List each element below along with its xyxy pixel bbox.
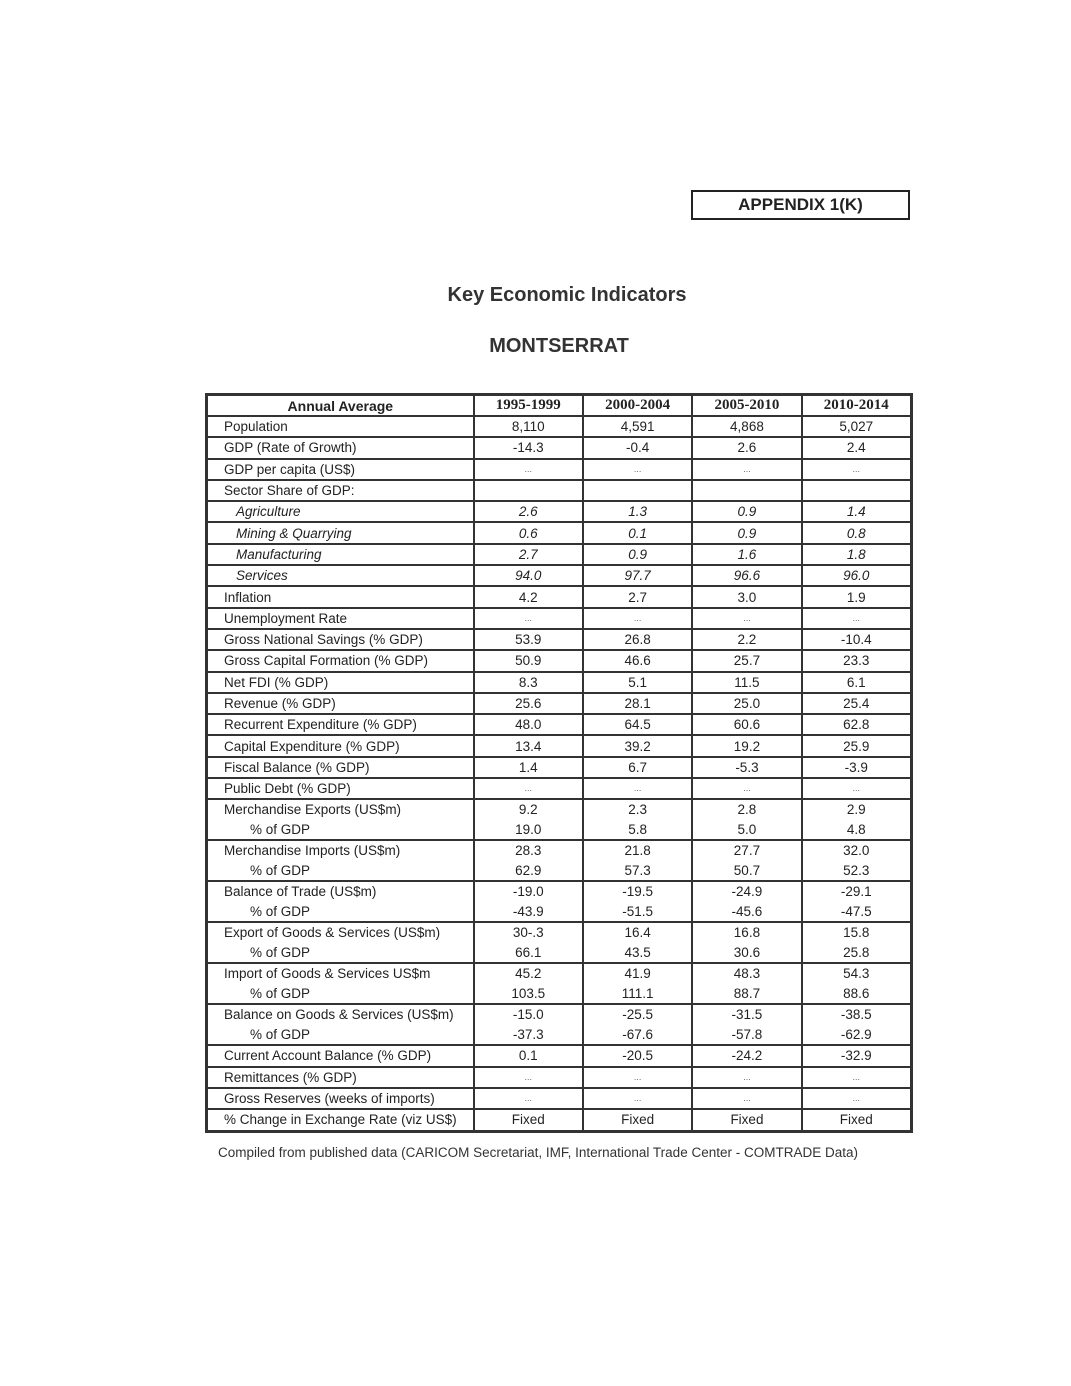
percent-value: 25.8 — [843, 944, 870, 960]
value-cell: 60.6 — [692, 714, 801, 735]
value-cell: ... — [583, 1088, 692, 1109]
value-cell: -3.9 — [802, 757, 912, 778]
row-label: Services — [207, 565, 474, 586]
value-cell: 1.4 — [474, 757, 583, 778]
value: 16.8 — [733, 925, 761, 941]
value-cell: 1.4 — [802, 501, 912, 522]
value-cell: 1.6 — [692, 544, 801, 565]
row-label-main: Export of Goods & Services (US$m) — [224, 925, 441, 941]
value-cell: ... — [802, 459, 912, 480]
value-cell — [474, 922, 583, 963]
value: 9.2 — [518, 802, 538, 818]
row-label: Population — [207, 416, 474, 437]
value-cell: 28.1 — [583, 693, 692, 714]
row-label — [207, 963, 474, 1004]
value: 48.3 — [733, 966, 761, 982]
value: 27.7 — [733, 843, 761, 859]
appendix-label: APPENDIX 1(K) — [691, 190, 910, 220]
value-cell: 2.4 — [802, 437, 912, 458]
row-label: Capital Expenditure (% GDP) — [207, 735, 474, 756]
table-row — [207, 922, 912, 963]
value-cell: 2.7 — [583, 586, 692, 607]
value: 41.9 — [624, 966, 651, 982]
column-header: 2005-2010 — [692, 395, 801, 417]
row-label: Agriculture — [207, 501, 474, 522]
table-row — [207, 881, 912, 922]
row-label: Gross Reserves (weeks of imports) — [207, 1088, 474, 1109]
value-cell — [802, 922, 912, 963]
value: -38.5 — [840, 1007, 872, 1023]
value-cell — [692, 963, 801, 1004]
row-label: Gross National Savings (% GDP) — [207, 629, 474, 650]
value-cell: ... — [802, 1088, 912, 1109]
percent-value: -47.5 — [840, 903, 872, 919]
value-cell: Fixed — [474, 1109, 583, 1131]
document-title: Key Economic Indicators — [447, 284, 687, 306]
value-cell — [692, 799, 801, 840]
table-row — [207, 693, 912, 714]
value: 2.9 — [846, 802, 866, 818]
value-cell: 13.4 — [474, 735, 583, 756]
value-cell: 1.9 — [802, 586, 912, 607]
value: 30-.3 — [512, 925, 544, 941]
percent-value: 66.1 — [515, 944, 542, 960]
column-header: 2000-2004 — [583, 395, 692, 417]
value-cell: -14.3 — [474, 437, 583, 458]
value-cell — [474, 1004, 583, 1045]
percent-value: -57.8 — [731, 1026, 763, 1042]
row-label — [207, 840, 474, 881]
value-cell: ... — [474, 1067, 583, 1088]
value-cell — [583, 1004, 692, 1045]
value-cell: ... — [692, 1067, 801, 1088]
value-cell: ... — [583, 459, 692, 480]
value-cell: -0.4 — [583, 437, 692, 458]
value-cell: ... — [692, 778, 801, 799]
value-cell: ... — [474, 459, 583, 480]
value-cell: Fixed — [583, 1109, 692, 1131]
value-cell: 39.2 — [583, 735, 692, 756]
table-header-row — [207, 395, 912, 417]
row-label: Fiscal Balance (% GDP) — [207, 757, 474, 778]
value: 21.8 — [624, 843, 651, 859]
percent-value: 88.6 — [843, 985, 870, 1001]
table-row — [207, 650, 912, 671]
value-cell: 0.8 — [802, 522, 912, 543]
value-cell: 64.5 — [583, 714, 692, 735]
value-cell: 11.5 — [692, 672, 801, 693]
table-row — [207, 1067, 912, 1088]
percent-value: -62.9 — [840, 1026, 872, 1042]
row-label — [207, 799, 474, 840]
value-cell — [583, 922, 692, 963]
value-cell: 25.4 — [802, 693, 912, 714]
row-label — [207, 881, 474, 922]
percent-value: -51.5 — [622, 903, 653, 919]
value-cell: 96.0 — [802, 565, 912, 586]
value-cell: 25.0 — [692, 693, 801, 714]
value-cell: -20.5 — [583, 1045, 692, 1066]
value: -24.9 — [731, 884, 763, 900]
row-label: Net FDI (% GDP) — [207, 672, 474, 693]
row-label: GDP per capita (US$) — [207, 459, 474, 480]
row-label: Public Debt (% GDP) — [207, 778, 474, 799]
value-cell: -5.3 — [692, 757, 801, 778]
table-row — [207, 480, 912, 501]
row-label: Unemployment Rate — [207, 608, 474, 629]
percent-value: 52.3 — [843, 862, 870, 878]
source-note: Compiled from published data (CARICOM Secretariat, IMF, International Trade Center - COMTRADE Data) — [218, 1145, 858, 1160]
value-cell — [802, 881, 912, 922]
table-row — [207, 1004, 912, 1045]
value-cell: 0.9 — [583, 544, 692, 565]
percent-value: 88.7 — [733, 985, 761, 1001]
table-row — [207, 757, 912, 778]
row-label: % Change in Exchange Rate (viz US$) — [207, 1109, 474, 1131]
value: 2.8 — [737, 802, 757, 818]
percent-value: 111.1 — [621, 985, 654, 1001]
value-cell: 0.9 — [692, 501, 801, 522]
value-cell: 19.2 — [692, 735, 801, 756]
value-cell — [474, 799, 583, 840]
percent-value: 57.3 — [624, 862, 651, 878]
value-cell: ... — [802, 608, 912, 629]
row-label: Gross Capital Formation (% GDP) — [207, 650, 474, 671]
value-cell: Fixed — [802, 1109, 912, 1131]
value-cell: 25.6 — [474, 693, 583, 714]
value-cell: ... — [474, 1088, 583, 1109]
value-cell: ... — [802, 778, 912, 799]
column-header: 1995-1999 — [474, 395, 583, 417]
value-cell — [802, 963, 912, 1004]
value: -19.0 — [512, 884, 544, 900]
percent-value: 30.6 — [733, 944, 761, 960]
value-cell: 48.0 — [474, 714, 583, 735]
row-sublabel: % of GDP — [250, 944, 311, 960]
value: -19.5 — [622, 884, 653, 900]
table-row — [207, 459, 912, 480]
percent-value: 5.0 — [737, 821, 757, 837]
value-cell: 2.7 — [474, 544, 583, 565]
value-cell: 0.6 — [474, 522, 583, 543]
row-label-main: Balance on Goods & Services (US$m) — [224, 1007, 454, 1023]
row-label: Sector Share of GDP: — [207, 480, 474, 501]
value-cell: 97.7 — [583, 565, 692, 586]
value-cell: 25.9 — [802, 735, 912, 756]
value: 15.8 — [843, 925, 870, 941]
percent-value: 103.5 — [511, 985, 546, 1001]
table-row — [207, 544, 912, 565]
value-cell — [583, 799, 692, 840]
percent-value: -67.6 — [622, 1026, 653, 1042]
table-row — [207, 1109, 912, 1131]
value-cell: Fixed — [692, 1109, 801, 1131]
value-cell: -32.9 — [802, 1045, 912, 1066]
table-row — [207, 608, 912, 629]
value-cell: ... — [692, 1088, 801, 1109]
percent-value: -43.9 — [512, 903, 544, 919]
value: -29.1 — [840, 884, 872, 900]
percent-value: 19.0 — [515, 821, 542, 837]
value-cell: 6.7 — [583, 757, 692, 778]
percent-value: 50.7 — [733, 862, 761, 878]
value-cell: 4,591 — [583, 416, 692, 437]
table-row — [207, 522, 912, 543]
percent-value: 5.8 — [628, 821, 647, 837]
row-sublabel: % of GDP — [250, 903, 311, 919]
row-label — [207, 922, 474, 963]
value-cell: 26.8 — [583, 629, 692, 650]
value-cell: 5.1 — [583, 672, 692, 693]
row-label: GDP (Rate of Growth) — [207, 437, 474, 458]
row-label: Inflation — [207, 586, 474, 607]
row-sublabel: % of GDP — [250, 985, 311, 1001]
value-cell — [583, 963, 692, 1004]
value-cell: 3.0 — [692, 586, 801, 607]
table-row — [207, 437, 912, 458]
value-cell — [802, 840, 912, 881]
value-cell: ... — [802, 1067, 912, 1088]
value-cell: ... — [583, 778, 692, 799]
value: -15.0 — [512, 1007, 544, 1023]
value-cell: 2.2 — [692, 629, 801, 650]
value-cell: 2.6 — [692, 437, 801, 458]
value-cell — [802, 1004, 912, 1045]
row-sublabel: % of GDP — [250, 1026, 311, 1042]
value-cell: ... — [583, 1067, 692, 1088]
percent-value: 62.9 — [515, 862, 542, 878]
table-row — [207, 416, 912, 437]
value-cell: 50.9 — [474, 650, 583, 671]
row-label-main: Import of Goods & Services US$m — [224, 966, 431, 982]
table-row — [207, 778, 912, 799]
column-header: Annual Average — [207, 395, 474, 417]
value-cell: 62.8 — [802, 714, 912, 735]
value: 32.0 — [843, 843, 870, 859]
value-cell — [802, 799, 912, 840]
row-label-main: Merchandise Imports (US$m) — [224, 843, 401, 859]
table-row — [207, 586, 912, 607]
value-cell: 0.1 — [474, 1045, 583, 1066]
value-cell: 94.0 — [474, 565, 583, 586]
table-row — [207, 714, 912, 735]
country-heading: MONTSERRAT — [489, 335, 629, 357]
value-cell: -10.4 — [802, 629, 912, 650]
row-sublabel: % of GDP — [250, 821, 311, 837]
value-cell: 1.3 — [583, 501, 692, 522]
percent-value: 43.5 — [624, 944, 651, 960]
value: -25.5 — [622, 1007, 653, 1023]
value-cell: 46.6 — [583, 650, 692, 671]
value-cell — [692, 1004, 801, 1045]
value-cell — [474, 840, 583, 881]
value-cell — [583, 840, 692, 881]
value-cell: ... — [583, 608, 692, 629]
row-label — [207, 1004, 474, 1045]
percent-value: 4.8 — [846, 821, 866, 837]
table-row — [207, 1088, 912, 1109]
value-cell: 25.7 — [692, 650, 801, 671]
value-cell — [474, 963, 583, 1004]
value-cell: ... — [474, 778, 583, 799]
table-row — [207, 501, 912, 522]
table-row — [207, 735, 912, 756]
indicators-table — [205, 393, 913, 1133]
table-row — [207, 1045, 912, 1066]
row-sublabel: % of GDP — [250, 862, 311, 878]
row-label: Remittances (% GDP) — [207, 1067, 474, 1088]
table-row — [207, 565, 912, 586]
value-cell — [802, 480, 912, 501]
value-cell: 6.1 — [802, 672, 912, 693]
table-row — [207, 672, 912, 693]
value-cell: ... — [692, 459, 801, 480]
table-row — [207, 840, 912, 881]
value-cell: 4.2 — [474, 586, 583, 607]
value: 54.3 — [843, 966, 870, 982]
row-label: Current Account Balance (% GDP) — [207, 1045, 474, 1066]
value-cell — [692, 480, 801, 501]
value-cell: 23.3 — [802, 650, 912, 671]
value-cell: ... — [474, 608, 583, 629]
column-header: 2010-2014 — [802, 395, 912, 417]
value-cell: 2.6 — [474, 501, 583, 522]
value-cell — [474, 881, 583, 922]
value-cell: 4,868 — [692, 416, 801, 437]
value-cell — [583, 480, 692, 501]
value: 45.2 — [515, 966, 542, 982]
value-cell — [583, 881, 692, 922]
value-cell: ... — [692, 608, 801, 629]
value: 28.3 — [515, 843, 542, 859]
value-cell: 53.9 — [474, 629, 583, 650]
value-cell: 0.1 — [583, 522, 692, 543]
row-label: Mining & Quarrying — [207, 522, 474, 543]
row-label-main: Merchandise Exports (US$m) — [224, 802, 402, 818]
value-cell: 8,110 — [474, 416, 583, 437]
value: 2.3 — [628, 802, 647, 818]
row-label: Revenue (% GDP) — [207, 693, 474, 714]
value-cell — [692, 881, 801, 922]
table-row — [207, 799, 912, 840]
value-cell — [692, 922, 801, 963]
value: -31.5 — [731, 1007, 763, 1023]
percent-value: -45.6 — [731, 903, 763, 919]
value-cell: 5,027 — [802, 416, 912, 437]
table-row — [207, 963, 912, 1004]
value-cell: 96.6 — [692, 565, 801, 586]
table-row — [207, 629, 912, 650]
percent-value: -37.3 — [512, 1026, 544, 1042]
value: 16.4 — [624, 925, 651, 941]
row-label: Manufacturing — [207, 544, 474, 565]
row-label: Recurrent Expenditure (% GDP) — [207, 714, 474, 735]
row-label-main: Balance of Trade (US$m) — [224, 884, 377, 900]
value-cell — [474, 480, 583, 501]
value-cell: -24.2 — [692, 1045, 801, 1066]
value-cell: 0.9 — [692, 522, 801, 543]
value-cell: 1.8 — [802, 544, 912, 565]
value-cell — [692, 840, 801, 881]
value-cell: 8.3 — [474, 672, 583, 693]
